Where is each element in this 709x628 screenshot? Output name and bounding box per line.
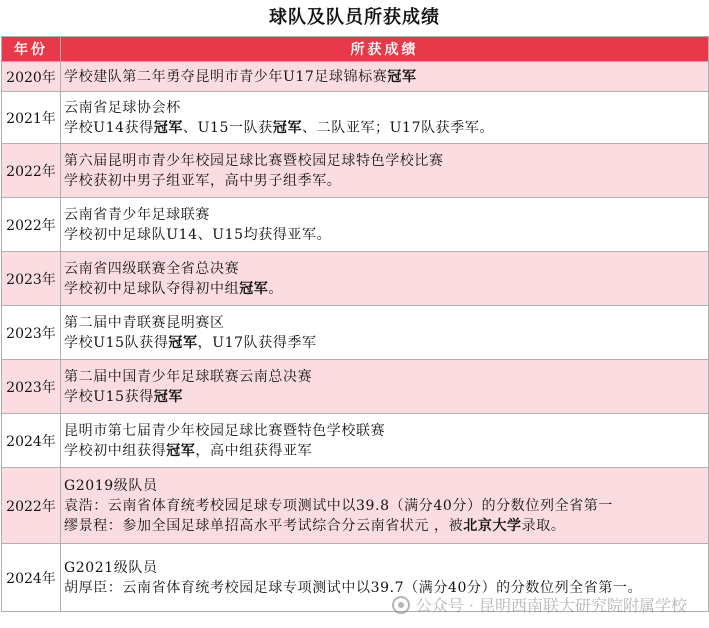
achievement-line: [64, 558, 705, 578]
watermark: [392, 593, 687, 616]
highlight-text: 北京大学: [463, 517, 522, 534]
table-row: [2, 306, 709, 360]
achievement-line: [64, 441, 705, 461]
document-title: 球队及队员所获成绩: [269, 7, 440, 28]
wechat-icon: [392, 596, 410, 614]
line-text: ，U17队获得季军: [197, 334, 317, 351]
line-text: 、U15一队获: [183, 119, 273, 136]
table-row: [2, 414, 709, 468]
highlight-text: 冠军: [272, 119, 303, 136]
achievement-line: [64, 367, 705, 387]
row-year: 2022年: [2, 144, 61, 198]
line-text: 。: [268, 280, 284, 297]
table-row: [2, 360, 709, 414]
row-year: 2023年: [2, 360, 61, 414]
row-achievement: [61, 144, 709, 198]
row-year: 2024年: [2, 544, 61, 612]
row-achievement: [61, 92, 709, 144]
achievement-line: [64, 225, 705, 245]
line-text: 云南省四级联赛全省总决赛: [64, 260, 240, 277]
row-achievement: [61, 62, 709, 92]
line-text: 学校U15队获得: [64, 334, 169, 351]
table-row: [2, 468, 709, 544]
line-text: 学校初中足球队夺得初中组: [64, 280, 240, 297]
row-achievement: [61, 414, 709, 468]
achievement-line: [64, 205, 705, 225]
achievement-line: [64, 151, 705, 171]
achievement-line: [64, 118, 705, 138]
line-text: 学校建队第二年勇夺昆明市青少年U17足球锦标赛: [64, 68, 388, 85]
line-text: 学校获初中男子组亚军，高中男子组季军。: [64, 172, 342, 189]
achievement-line: [64, 476, 705, 496]
row-year: 2020年: [2, 62, 61, 92]
line-text: G2019级队员: [64, 477, 158, 494]
header-year: 年份: [2, 37, 61, 62]
row-year: 2022年: [2, 198, 61, 252]
achievement-line: [64, 279, 705, 299]
row-achievement: [61, 198, 709, 252]
line-text: 昆明市第七届青少年校园足球比赛暨特色学校联赛: [64, 422, 386, 439]
table-row: [2, 62, 709, 92]
highlight-text: 冠军: [239, 280, 269, 297]
line-text: 第二届中青联赛昆明赛区: [64, 314, 225, 331]
line-text: 学校初中组获得: [64, 442, 167, 459]
achievement-line: [64, 98, 705, 118]
line-text: 第二届中国青少年足球联赛云南总决赛: [64, 368, 313, 385]
table-row: [2, 144, 709, 198]
achievement-line: [64, 313, 705, 333]
achievement-line: [64, 259, 705, 279]
line-text: 学校初中足球队U14、U15均获得亚军。: [64, 226, 332, 243]
line-text: 学校U15获得: [64, 388, 154, 405]
table-row: [2, 92, 709, 144]
table-body: [2, 62, 709, 612]
line-text: ，高中组获得亚军: [195, 442, 313, 459]
table-header-row: [2, 37, 709, 62]
line-text: 第六届昆明市青少年校园足球比赛暨校园足球特色学校比赛: [64, 152, 444, 169]
watermark-text: 公众号 · 昆明西南联大研究院附属学校: [415, 596, 687, 615]
line-text: 胡厚臣：云南省体育统考校园足球专项测试中以39.7（满分40分）的分数位列全省第一。: [64, 579, 643, 596]
table-row: [2, 252, 709, 306]
achievement-line: [64, 516, 705, 536]
row-year: 2023年: [2, 306, 61, 360]
header-achievement: 所获成绩: [61, 37, 709, 62]
line-text: 学校U14获得: [64, 119, 154, 136]
row-achievement: [61, 306, 709, 360]
line-text: 云南省足球协会杯: [64, 99, 181, 116]
line-text: 缪景程：参加全国足球单招高水平考试综合分云南省状元 ，被: [64, 517, 464, 534]
achievements-table: [1, 36, 709, 612]
row-achievement: [61, 252, 709, 306]
row-year: 2022年: [2, 468, 61, 544]
table-row: [2, 198, 709, 252]
line-text: 袁浩：云南省体育统考校园足球专项测试中以39.8（满分40分）的分数位列全省第一: [64, 497, 613, 514]
line-text: 、二队亚军；U17队获季军。: [302, 119, 495, 136]
line-text: G2021级队员: [64, 559, 158, 576]
highlight-text: 冠军: [168, 334, 198, 351]
highlight-text: 冠军: [387, 68, 417, 85]
achievement-line: [64, 333, 705, 353]
row-year: 2024年: [2, 414, 61, 468]
row-year: 2021年: [2, 92, 61, 144]
highlight-text: 冠军: [153, 119, 184, 136]
row-year: 2023年: [2, 252, 61, 306]
line-text: 云南省青少年足球联赛: [64, 206, 210, 223]
achievement-line: [64, 496, 705, 516]
row-achievement: [61, 468, 709, 544]
achievement-line: [64, 387, 705, 407]
highlight-text: 冠军: [166, 442, 196, 459]
line-text: 录取。: [521, 517, 566, 534]
achievement-line: [64, 67, 705, 87]
row-achievement: [61, 360, 709, 414]
highlight-text: 冠军: [153, 388, 184, 405]
achievement-line: [64, 421, 705, 441]
achievement-line: [64, 171, 705, 191]
